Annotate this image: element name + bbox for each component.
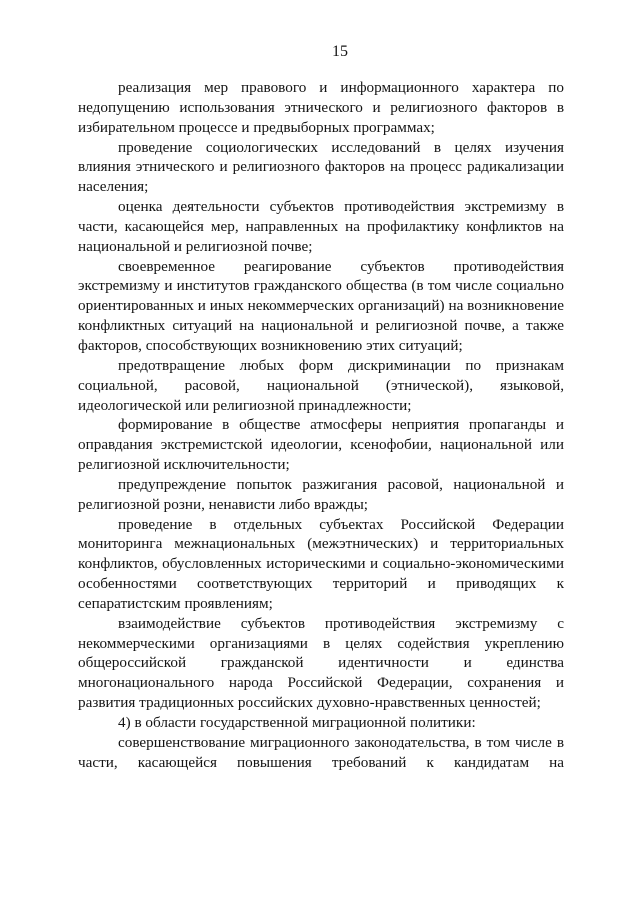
- paragraph-3: оценка деятельности субъектов противодействия экстремизму в части, касающейся мер, направленных на профилактику конфликтов на национальной и религиозной почве;: [78, 198, 564, 255]
- paragraph-10: 4) в области государственной миграционной политики:: [118, 714, 476, 731]
- paragraph-8: проведение в отдельных субъектах Российской Федерации мониторинга межнациональных (межэтнических) и территориальных конфликтов, обусловленных историческими и социально-экономическими особенностями соответствующих территорий и приводящих к сепаратистским проявлениям;: [78, 515, 564, 612]
- document-body: [78, 78, 564, 773]
- paragraph-11: совершенствование миграционного законодательства, в том числе в части, касающейся повышения требований к кандидатам на: [78, 733, 564, 771]
- paragraph-1: реализация мер правового и информационного характера по недопущению использования этнического и религиозного факторов в избирательном процессе и предвыборных программах;: [78, 79, 564, 136]
- paragraph-2: проведение социологических исследований в целях изучения влияния этнического и религиозного факторов на процесс радикализации населения;: [78, 138, 564, 196]
- paragraph-4: своевременное реагирование субъектов противодействия экстремизму и институтов гражданского общества (в том числе социально ориентированных и иных некоммерческих организаций) на возникновение конфликтных ситуаций на национальной и религиозной почве, а также факторов, способствующих возникновению этих ситуаций;: [78, 257, 564, 354]
- paragraph-7: предупреждение попыток разжигания расовой, национальной и религиозной розни, ненависти либо вражды;: [78, 475, 564, 513]
- paragraph-5: предотвращение любых форм дискриминации по признакам социальной, расовой, национальной (этнической), языковой, идеологической или религиозной принадлежности;: [78, 356, 564, 414]
- page-number: 15: [332, 43, 348, 60]
- paragraph-9: взаимодействие субъектов противодействия экстремизму с некоммерческими организациями в целях содействия укреплению общероссийской гражданской идентичности и единства многонационального народа Российской Федерации, сохранения и развития традиционных российских духовно-нравственных ценностей;: [78, 614, 564, 712]
- paragraph-6: формирование в обществе атмосферы неприятия пропаганды и оправдания экстремистской идеологии, ксенофобии, национальной или религиозной исключительности;: [78, 416, 564, 474]
